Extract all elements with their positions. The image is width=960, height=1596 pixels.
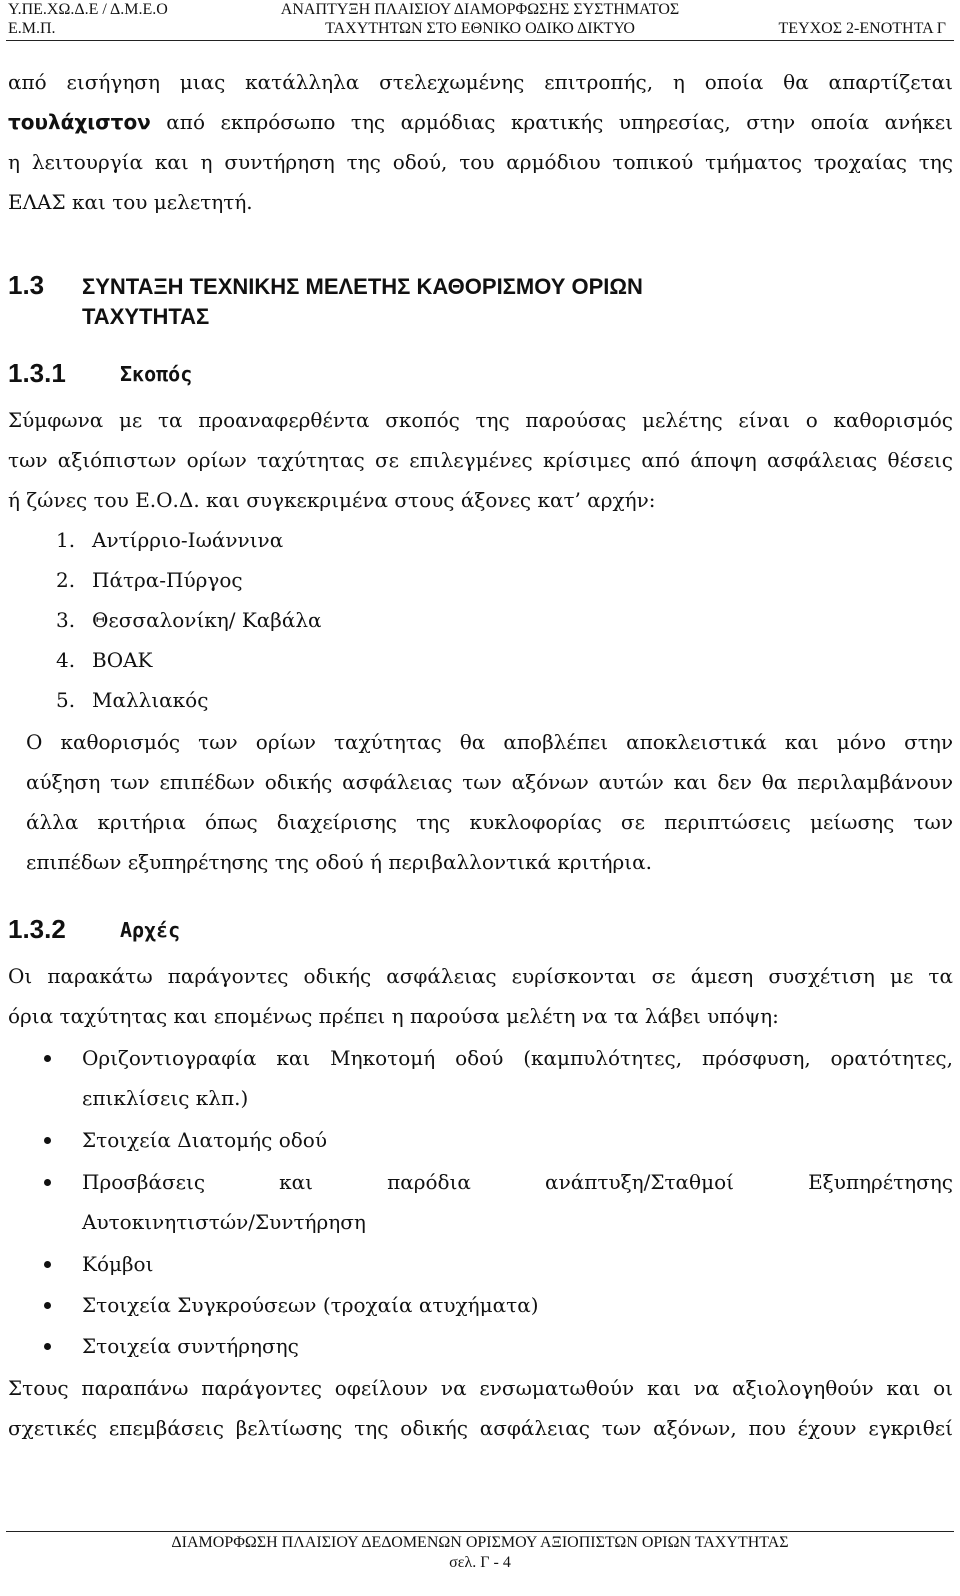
section-title-1-3-2: Αρχές [120,918,181,942]
header-org-sub: Ε.Μ.Π. [8,20,56,37]
factor-list-item [8,1244,953,1284]
header-org: Υ.ΠΕ.ΧΩ.Δ.Ε / Δ.Μ.Ε.Ο [8,1,168,18]
purpose2-line-3: άλλα κριτήρια όπως διαχείρισης της κυκλοφορίας σε περιπτώσεις μείωσης των [26,810,953,834]
factor-text: Κόμβοι [82,1252,154,1276]
axis-list-item [56,520,283,560]
header-right [779,0,946,38]
factor-text: Στοιχεία συντήρησης [82,1334,299,1358]
bullet-icon [44,1179,51,1186]
purpose2-line-1: Ο καθορισμός των ορίων ταχύτητας θα αποβλέπει αποκλειστικά και μόνο στην [26,730,953,754]
factor-text-cont: Αυτοκινητιστών/Συντήρηση [82,1210,366,1234]
axis-list-item [56,680,208,720]
axis-list-item [56,640,152,680]
purpose-line-3: ή ζώνες του Ε.Ο.Δ. και συγκεκριμένα στους άξονες κατ’ αρχήν: [8,488,656,512]
factor-list-item [8,1038,953,1118]
list-label: Αντίρριο-Ιωάννινα [92,528,284,552]
closing-line-2: σχετικές επεμβάσεις βελτίωσης της οδικής ασφάλειας των αξόνων, που έχουν εγκριθεί [8,1416,953,1440]
factor-text: Οριζοντιογραφία και Μηκοτομή οδού (καμπυλότητες, πρόσφυση, ορατότητες, [82,1046,953,1070]
header-project-subtitle: ΤΑΧΥΤΗΤΩΝ ΣΤΟ ΕΘΝΙΚΟ ΟΔΙΚΟ ΔΙΚΤΥΟ [325,20,635,37]
bullet-icon [44,1343,51,1350]
factor-list-item [8,1162,953,1242]
purpose2-line-4: επιπέδων εξυπηρέτησης της οδού ή περιβαλλοντικά κριτήρια. [26,850,652,874]
page-number: σελ. Γ - 4 [449,1554,511,1571]
header-project-title: ΑΝΑΠΤΥΞΗ ΠΛΑΙΣΙΟΥ ΔΙΑΜΟΡΦΩΣΗΣ ΣΥΣΤΗΜΑΤΟΣ [280,1,680,18]
intro-line-4: ΕΛΑΣ και του μελετητή. [8,190,253,214]
intro-line-2 [8,102,953,142]
list-number: 4. [56,648,76,672]
section-title-1-3 [82,272,643,332]
section-title-line-1: ΣΥΝΤΑΞΗ ΤΕΧΝΙΚΗΣ ΜΕΛΕΤΗΣ ΚΑΘΟΡΙΣΜΟΥ ΟΡΙΩΝ [82,274,643,299]
header-left [8,0,168,38]
header-center [270,0,690,38]
purpose-line-2: των αξιόπιστων ορίων ταχύτητας σε επιλεγμένες κρίσιμες από άποψη ασφάλειας θέσεις [8,448,953,472]
factor-text-cont: επικλίσεις κλπ.) [82,1086,249,1110]
list-label: ΒΟΑΚ [92,648,153,672]
factor-text: Στοιχεία Συγκρούσεων (τροχαία ατυχήματα) [82,1293,539,1317]
axis-list-item [56,600,322,640]
intro-line-2-rest: από εκπρόσωπο της αρμόδιας κρατικής υπηρεσίας, στην οποία ανήκει [150,110,953,134]
section-number-1-3: 1.3 [8,270,45,300]
list-number: 3. [56,608,76,632]
list-label: Πάτρα-Πύργος [92,568,243,592]
list-number: 1. [56,528,76,552]
section-title-1-3-1: Σκοπός [120,362,193,386]
factor-list-item [8,1120,953,1160]
bullet-icon [44,1261,51,1268]
factor-list-item [8,1326,953,1366]
page-footer [0,1533,960,1573]
closing-line-1: Στους παραπάνω παράγοντες οφείλουν να ενσωματωθούν και να αξιολογηθούν και οι [8,1376,953,1400]
list-number: 2. [56,568,76,592]
purpose2-line-2: αύξηση των επιπέδων οδικής ασφάλειας των αξόνων αυτών και δεν θα περιλαμβάνουν [26,770,953,794]
page-header [0,0,960,40]
section-number-1-3-1: 1.3.1 [8,358,66,388]
list-label: Θεσσαλονίκη/ Καβάλα [92,608,322,632]
header-divider [6,40,954,41]
bold-emphasis: τουλάχιστον [8,110,151,134]
principles-line-2: όρια ταχύτητας και επομένως πρέπει η παρούσα μελέτη να τα λάβει υπόψη: [8,1004,779,1028]
axis-list-item [56,560,243,600]
principles-line-1: Οι παρακάτω παράγοντες οδικής ασφάλειας ευρίσκονται σε άμεση συσχέτιση με τα [8,964,953,988]
factor-text: Στοιχεία Διατομής οδού [82,1128,327,1152]
header-volume: ΤΕΥΧΟΣ 2-ΕΝΟΤΗΤΑ Γ [778,20,946,37]
factor-list-item [8,1285,953,1325]
list-number: 5. [56,688,76,712]
bullet-icon [44,1055,51,1062]
intro-line-3: η λειτουργία και η συντήρηση της οδού, του αρμόδιου τοπικού τμήματος τροχαίας της [8,150,953,174]
section-title-line-2: ΤΑΧΥΤΗΤΑΣ [82,304,210,329]
factor-text: Προσβάσεις και παρόδια ανάπτυξη/Σταθμοί Εξυπηρέτησης [82,1170,953,1194]
bullet-icon [44,1302,51,1309]
footer-title: ΔΙΑΜΟΡΦΩΣΗ ΠΛΑΙΣΙΟΥ ΔΕΔΟΜΕΝΩΝ ΟΡΙΣΜΟΥ ΑΞΙΟΠΙΣΤΩΝ ΟΡΙΩΝ ΤΑΧΥΤΗΤΑΣ [171,1534,789,1551]
bullet-icon [44,1137,51,1144]
footer-divider [6,1531,954,1532]
section-number-1-3-2: 1.3.2 [8,914,66,944]
purpose-line-1: Σύμφωνα με τα προαναφερθέντα σκοπός της παρούσας μελέτης είναι ο καθορισμός [8,408,953,432]
list-label: Μαλλιακός [92,688,209,712]
intro-line-1: από εισήγηση μιας κατάλληλα στελεχωμένης επιτροπής, η οποία θα απαρτίζεται [8,70,953,94]
